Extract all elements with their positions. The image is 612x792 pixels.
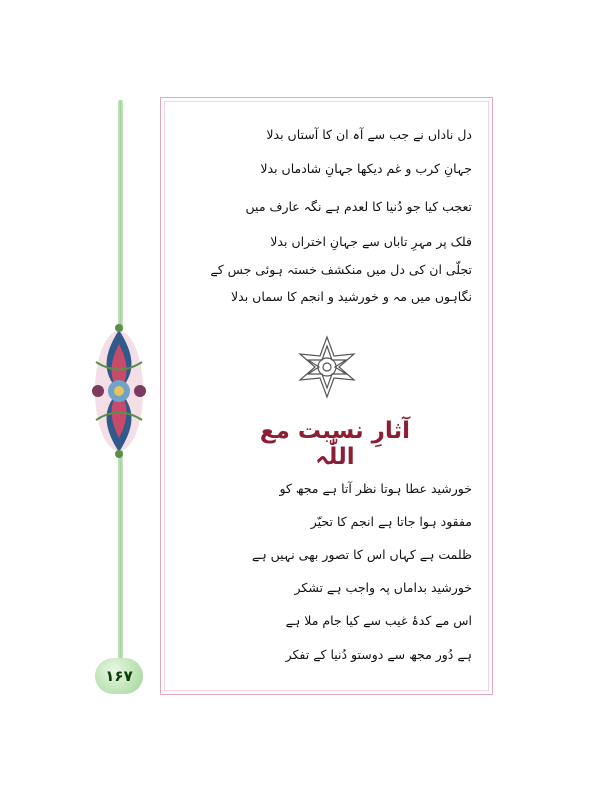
poem-line-3: تعجب کیا جو دُنیا کا لعدم ہے نگہ عارف میں [245,199,472,214]
poem-line-12: ہے دُور مجھ سے دوستو دُنیا کے تفکر [285,647,472,662]
poem-line-6: نگاہوں میں مہ و خورشید و انجم کا سماں بدلا [231,289,472,304]
floral-ornament-icon [88,322,150,460]
poem-line-9: ظلمت ہے کہاں اس کا تصور بھی نہیں ہے [252,547,472,562]
poem-line-10: خورشید بداماں پہ واجب ہے تشکر [294,580,472,595]
poem-line-7: خورشید عطا ہوتا نظر آتا ہے مجھ کو [279,481,472,496]
poem-line-5: تجلّی ان کی دل میں منکشف خستہ ہوئی جس کے [210,262,472,277]
poem-line-8: مفقود ہوا جاتا ہے انجم کا تحیّر [310,514,472,529]
section-heading: آثارِ نسبت مع اللّٰہ [259,418,411,470]
star-ornament-icon [294,334,360,400]
page-number: ۱۶۷ [105,667,133,685]
poem-line-11: اس مے کدۂ غیب سے کیا جام ملا ہے [285,613,472,628]
poem-line-4: فلک پر مہرِ تاباں سے جہانِ اختراں بدلا [270,234,472,249]
poem-line-2: جہانِ کرب و غم دیکھا جہانِ شادماں بدلا [260,161,472,176]
page-number-badge [95,658,143,694]
poem-line-1: دل ناداں نے جب سے آہ ان کا آستاں بدلا [266,127,472,142]
